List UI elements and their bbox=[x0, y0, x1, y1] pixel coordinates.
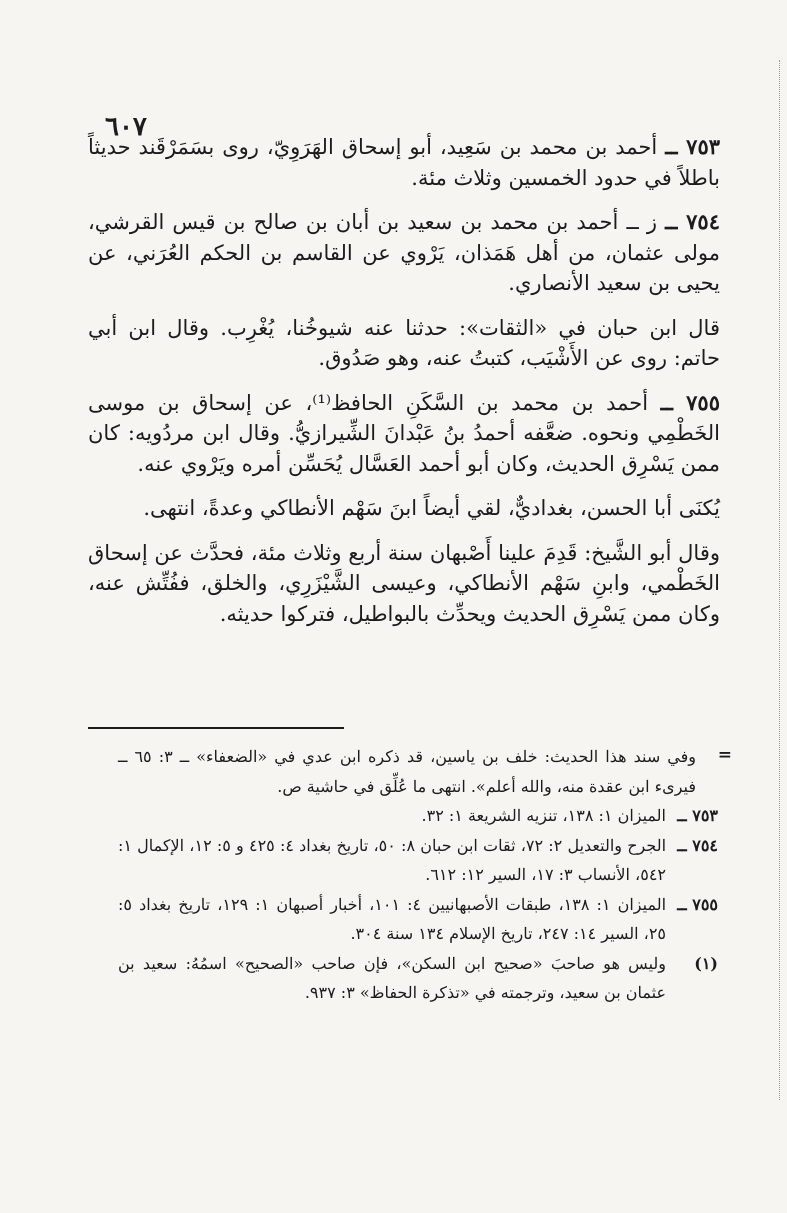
entry-755 bbox=[88, 388, 720, 480]
footnote-text: الميزان ١: ١٣٨، طبقات الأصبهانيين ٤: ١٠١، أخبار أصبهان ١: ١٢٩، تاريخ بغداد ٥: ٢٥، السير ١٤: ٢٤٧، تاريخ الإسلام ١٣٤ سنة ٣٠٤. bbox=[118, 894, 667, 943]
entry-753 bbox=[88, 132, 720, 193]
page-number: ٦٠٧ bbox=[105, 112, 147, 142]
footnote-number: (١) bbox=[694, 953, 718, 973]
entry-754-quote-ibn-hibban bbox=[88, 313, 720, 374]
entry-text: يُكنَى أبا الحسن، بغداديٌّ، لقي أيضاً ابنَ سَهْم الأنطاكي وعدةً، انتهى. bbox=[143, 496, 720, 520]
continuation-mark: = bbox=[717, 745, 732, 765]
footnote-number: ٧٥٤ ــ bbox=[677, 835, 718, 855]
footnote-divider bbox=[88, 727, 344, 729]
footnote-1 bbox=[118, 949, 718, 1008]
footnote-755 bbox=[118, 890, 718, 949]
main-text bbox=[88, 132, 720, 629]
entry-number: ٧٥٣ ــ bbox=[665, 134, 721, 159]
entry-number: ٧٥٤ ــ bbox=[665, 209, 720, 234]
footnote-text: وفي سند هذا الحديث: خلف بن ياسين، قد ذكره ابن عدي في «الضعفاء» ــ ٣: ٦٥ ــ فيرىء ابن عقدة منه، والله أعلم». انتهى ما عُلِّق في حاشية ص. bbox=[118, 747, 697, 796]
entry-text: وقال أبو الشَّيخ: قَدِمَ علينا أَصْبهان سنة أربع وثلاث مئة، فحدَّث عن إسحاق الخَطْمي، وابنِ سَهْم الأنطاكي، وعيسى الشَّيْزَرِي، والخلق، ففُتِّش عنه، وكان ممن يَسْرِق الحديث ويحدِّث بالبواطيل، فتركوا حديثه. bbox=[88, 540, 720, 626]
footnote-text: وليس هو صاحبَ «صحيح ابن السكن»، فإن صاحب «الصحيح» اسمُهُ: سعيد بن عثمان بن سعيد، وترجمته في «تذكرة الحفاظ» ٣: ٩٣٧. bbox=[118, 953, 666, 1002]
footnote-number: ٧٥٥ ــ bbox=[677, 894, 718, 914]
page-edge-line bbox=[779, 60, 780, 1100]
footnote-text: الجرح والتعديل ٢: ٧٢، ثقات ابن حبان ٨: ٥٠، تاريخ بغداد ٤: ٤٢٥ و ٥: ١٢، الإكمال ١: ٥٤٢، الأنساب ٣: ١٧، السير ١٢: ٦١٢. bbox=[118, 835, 667, 884]
entry-text: قال ابن حبان في «الثقات»: حدثنا عنه شيوخُنا، يُغْرِب. وقال ابن أبي حاتم: روى عن الأَشْيَب، كتبتُ عنه، وهو صَدُوق. bbox=[88, 315, 720, 370]
entry-text: أحمد بن محمد بن السَّكَنِ الحافظ⁽¹⁾، عن إسحاق بن موسى الخَطْمِي ونحوه. ضعَّفه أحمدُ بنُ عَبْدانَ الشِّيرازيُّ. وقال ابن مردُويه: كان ممن يَسْرِق الحديث، وكان أبو أحمد العَسَّال يُحَسِّن أمره ويَرْوي عنه. bbox=[88, 390, 720, 476]
footnote-text: الميزان ١: ١٣٨، تنزيه الشريعة ١: ٣٢. bbox=[421, 806, 666, 825]
entry-text: أحمد بن محمد بن سَعِيد، أبو إسحاق الهَرَوِيّ، روى بسَمَرْقَند حديثاً باطلاً في حدود الخمسين وثلاث مئة. bbox=[88, 135, 720, 190]
footnotes bbox=[118, 742, 732, 1008]
entry-number: ٧٥٥ ــ bbox=[660, 389, 720, 415]
footnote-number: ٧٥٣ ــ bbox=[677, 806, 718, 825]
footnote-continuation bbox=[118, 742, 732, 801]
entry-text: ز ــ أحمد بن محمد بن سعيد بن أبان بن صالح بن قيس القرشي، مولى عثمان، من أهل هَمَذان، يَرْوي عن القاسم بن الحكم العُرَني، عن يحيى بن سعيد الأنصاري. bbox=[88, 210, 720, 295]
footnote-753 bbox=[118, 801, 718, 831]
entry-754 bbox=[88, 207, 720, 299]
footnote-754 bbox=[118, 831, 718, 890]
entry-755-kunya bbox=[88, 493, 720, 524]
entry-755-abu-al-shaykh bbox=[88, 538, 720, 630]
